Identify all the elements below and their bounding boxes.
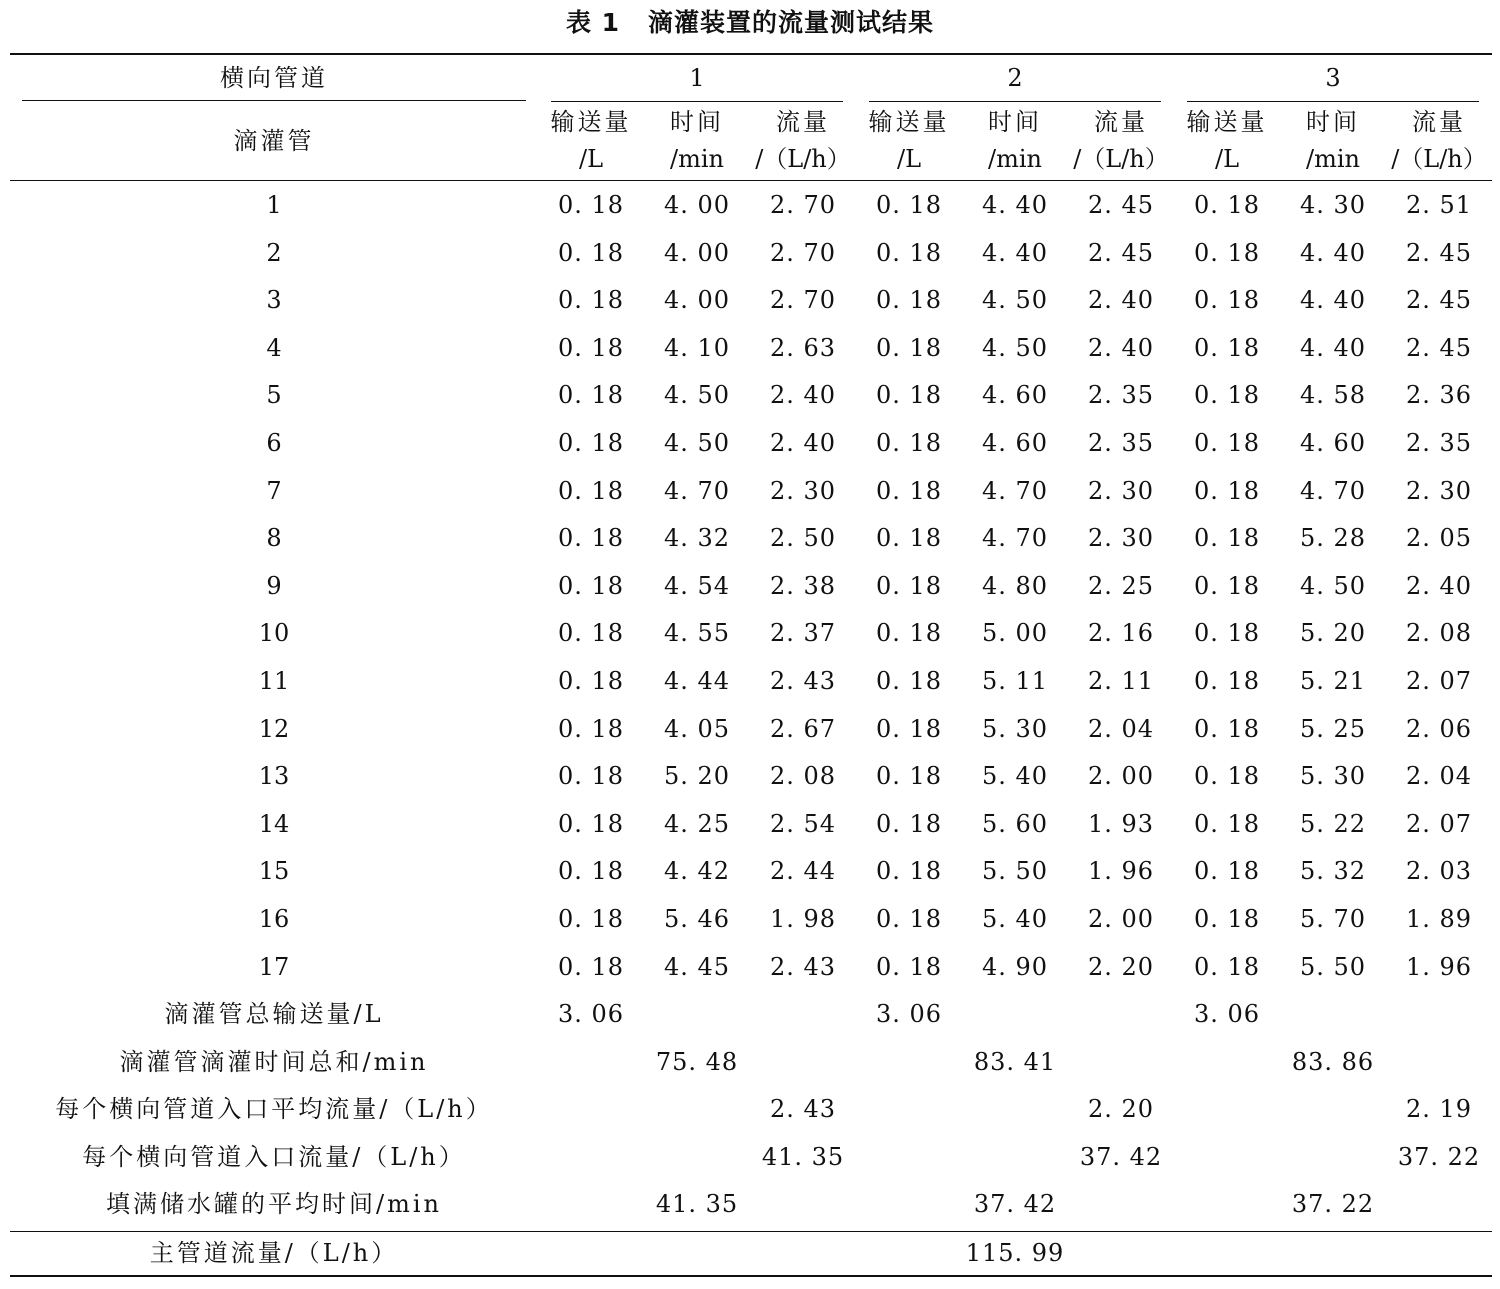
table-cell: 0. 18 xyxy=(557,572,625,600)
header-sub-label: 时间 xyxy=(670,108,724,136)
table-cell: 0. 18 xyxy=(557,905,625,933)
table-cell: 2. 37 xyxy=(769,619,837,647)
header-sub-label: 输送量 xyxy=(868,108,950,136)
bottom-rule xyxy=(10,1275,1492,1277)
table-cell: 0. 18 xyxy=(875,619,943,647)
header-row-label-bottom: 滴灌管 xyxy=(233,127,315,155)
table-cell: 0. 18 xyxy=(875,572,943,600)
table-cell: 2. 30 xyxy=(769,477,837,505)
table-cell: 2. 06 xyxy=(1405,715,1473,743)
table-cell: 2. 70 xyxy=(769,239,837,267)
table-cell: 0. 18 xyxy=(557,715,625,743)
table-cell: 1. 96 xyxy=(1405,953,1473,981)
summary-value: 83. 86 xyxy=(1291,1048,1375,1076)
table-cell: 2. 45 xyxy=(1087,239,1155,267)
table-cell: 4. 05 xyxy=(663,715,731,743)
header-sub-unit: /L xyxy=(1214,145,1240,173)
table-cell: 5. 50 xyxy=(1299,953,1367,981)
table-cell: 0. 18 xyxy=(1193,191,1261,219)
header-sub-unit: /（L/h） xyxy=(755,145,851,173)
table-cell: 0. 18 xyxy=(1193,667,1261,695)
table-cell: 5. 20 xyxy=(663,762,731,790)
table-cell: 2. 00 xyxy=(1087,762,1155,790)
summary-label: 滴灌管滴灌时间总和/min xyxy=(119,1048,429,1076)
table-cell: 5. 40 xyxy=(981,905,1049,933)
header-sub-label: 输送量 xyxy=(550,108,632,136)
header-group-1: 1 xyxy=(689,64,705,92)
table-cell: 0. 18 xyxy=(1193,477,1261,505)
summary-value: 3. 06 xyxy=(1193,1000,1261,1028)
table-cell: 5. 32 xyxy=(1299,857,1367,885)
summary-value: 3. 06 xyxy=(875,1000,943,1028)
table-cell: 0. 18 xyxy=(1193,810,1261,838)
table-cell: 4. 50 xyxy=(981,334,1049,362)
table-cell: 5. 22 xyxy=(1299,810,1367,838)
table-cell: 0. 18 xyxy=(1193,857,1261,885)
summary-value: 41. 35 xyxy=(655,1190,739,1218)
table-cell: 4. 00 xyxy=(663,286,731,314)
table-cell: 0. 18 xyxy=(875,191,943,219)
header-sub-label: 流量 xyxy=(1412,108,1466,136)
table-row-id: 7 xyxy=(266,477,282,505)
table-cell: 2. 30 xyxy=(1087,477,1155,505)
table-cell: 2. 67 xyxy=(769,715,837,743)
table-cell: 4. 10 xyxy=(663,334,731,362)
table-cell: 0. 18 xyxy=(557,857,625,885)
table-cell: 0. 18 xyxy=(1193,334,1261,362)
table-cell: 0. 18 xyxy=(557,667,625,695)
table-cell: 0. 18 xyxy=(1193,905,1261,933)
table-cell: 0. 18 xyxy=(1193,381,1261,409)
table-cell: 0. 18 xyxy=(875,762,943,790)
main-flow-value: 115. 99 xyxy=(965,1239,1065,1267)
table-cell: 2. 45 xyxy=(1405,239,1473,267)
table-cell: 5. 00 xyxy=(981,619,1049,647)
summary-value: 83. 41 xyxy=(973,1048,1057,1076)
table-row-id: 4 xyxy=(266,334,282,362)
summary-value: 2. 20 xyxy=(1087,1095,1155,1123)
table-row-id: 13 xyxy=(258,762,290,790)
table-cell: 0. 18 xyxy=(1193,619,1261,647)
header-sub-label: 输送量 xyxy=(1186,108,1268,136)
table-cell: 0. 18 xyxy=(557,239,625,267)
table-cell: 2. 70 xyxy=(769,286,837,314)
table-cell: 4. 60 xyxy=(981,381,1049,409)
table-cell: 2. 35 xyxy=(1405,429,1473,457)
table-cell: 0. 18 xyxy=(875,667,943,695)
table-cell: 0. 18 xyxy=(875,477,943,505)
table-cell: 5. 30 xyxy=(1299,762,1367,790)
header-sub-label: 流量 xyxy=(776,108,830,136)
table-cell: 4. 70 xyxy=(663,477,731,505)
table-cell: 2. 16 xyxy=(1087,619,1155,647)
summary-label: 填满储水罐的平均时间/min xyxy=(106,1190,442,1218)
table-row-id: 8 xyxy=(266,524,282,552)
table-cell: 4. 70 xyxy=(981,477,1049,505)
table-cell: 4. 45 xyxy=(663,953,731,981)
table-cell: 2. 45 xyxy=(1405,286,1473,314)
header-row-label-top: 横向管道 xyxy=(220,64,328,92)
table-cell: 4. 60 xyxy=(981,429,1049,457)
table-cell: 4. 70 xyxy=(1299,477,1367,505)
table-cell: 5. 28 xyxy=(1299,524,1367,552)
table-cell: 2. 11 xyxy=(1087,667,1155,695)
table-row-id: 16 xyxy=(258,905,290,933)
table-cell: 5. 25 xyxy=(1299,715,1367,743)
table-cell: 5. 21 xyxy=(1299,667,1367,695)
table-row-id: 14 xyxy=(258,810,290,838)
table-cell: 4. 00 xyxy=(663,239,731,267)
table-cell: 4. 90 xyxy=(981,953,1049,981)
table-cell: 0. 18 xyxy=(557,762,625,790)
header-rule xyxy=(10,180,1492,181)
table-cell: 0. 18 xyxy=(557,524,625,552)
table-cell: 0. 18 xyxy=(557,810,625,838)
table-cell: 2. 03 xyxy=(1405,857,1473,885)
table-cell: 2. 35 xyxy=(1087,429,1155,457)
table-cell: 2. 38 xyxy=(769,572,837,600)
table-cell: 2. 50 xyxy=(769,524,837,552)
table-cell: 0. 18 xyxy=(557,191,625,219)
table-cell: 2. 43 xyxy=(769,667,837,695)
header-sub-label: 时间 xyxy=(1306,108,1360,136)
table-cell: 4. 40 xyxy=(1299,239,1367,267)
table-row-id: 15 xyxy=(258,857,290,885)
table-cell: 5. 60 xyxy=(981,810,1049,838)
summary-value: 37. 42 xyxy=(973,1190,1057,1218)
table-cell: 4. 50 xyxy=(663,381,731,409)
summary-value: 75. 48 xyxy=(655,1048,739,1076)
table-cell: 0. 18 xyxy=(875,286,943,314)
table-cell: 2. 45 xyxy=(1087,191,1155,219)
table-cell: 0. 18 xyxy=(875,524,943,552)
summary-value: 41. 35 xyxy=(761,1143,845,1171)
header-sub-unit: /L xyxy=(896,145,922,173)
table-cell: 2. 40 xyxy=(769,429,837,457)
summary-value: 37. 22 xyxy=(1291,1190,1375,1218)
table-cell: 4. 55 xyxy=(663,619,731,647)
table-cell: 2. 43 xyxy=(769,953,837,981)
table-row-id: 17 xyxy=(258,953,290,981)
header-sub-unit: /min xyxy=(988,145,1042,173)
main-flow-label: 主管道流量/（L/h） xyxy=(149,1239,399,1267)
table-cell: 0. 18 xyxy=(1193,239,1261,267)
table-cell: 2. 04 xyxy=(1405,762,1473,790)
summary-label: 滴灌管总输送量/L xyxy=(164,1000,384,1028)
table-cell: 0. 18 xyxy=(875,381,943,409)
table-cell: 2. 51 xyxy=(1405,191,1473,219)
header-group-divider xyxy=(1187,101,1479,102)
table-cell: 1. 93 xyxy=(1087,810,1155,838)
table-cell: 0. 18 xyxy=(875,857,943,885)
table-cell: 4. 44 xyxy=(663,667,731,695)
table-cell: 5. 11 xyxy=(981,667,1049,695)
table-cell: 0. 18 xyxy=(1193,524,1261,552)
table-cell: 0. 18 xyxy=(875,334,943,362)
table-cell: 2. 30 xyxy=(1405,477,1473,505)
summary-label: 每个横向管道入口流量/（L/h） xyxy=(82,1143,466,1171)
table-caption-text: 滴灌装置的流量测试结果 xyxy=(648,8,935,37)
table-cell: 0. 18 xyxy=(1193,715,1261,743)
table-cell: 0. 18 xyxy=(1193,762,1261,790)
table-cell: 1. 96 xyxy=(1087,857,1155,885)
table-row-id: 11 xyxy=(258,667,290,695)
table-cell: 2. 40 xyxy=(769,381,837,409)
table-cell: 0. 18 xyxy=(1193,572,1261,600)
summary-label: 每个横向管道入口平均流量/（L/h） xyxy=(55,1095,493,1123)
table-cell: 4. 54 xyxy=(663,572,731,600)
table-cell: 4. 40 xyxy=(1299,286,1367,314)
table-cell: 2. 25 xyxy=(1087,572,1155,600)
header-label-divider xyxy=(22,100,526,101)
header-sub-unit: /L xyxy=(578,145,604,173)
table-cell: 4. 50 xyxy=(981,286,1049,314)
table-cell: 2. 44 xyxy=(769,857,837,885)
table-cell: 4. 30 xyxy=(1299,191,1367,219)
table-cell: 0. 18 xyxy=(875,715,943,743)
table-row-id: 10 xyxy=(258,619,290,647)
table-cell: 2. 07 xyxy=(1405,667,1473,695)
table-cell: 4. 25 xyxy=(663,810,731,838)
table-cell: 0. 18 xyxy=(875,905,943,933)
header-sub-unit: /min xyxy=(670,145,724,173)
table-cell: 2. 40 xyxy=(1405,572,1473,600)
table-cell: 4. 50 xyxy=(1299,572,1367,600)
table-cell: 2. 30 xyxy=(1087,524,1155,552)
table-cell: 5. 46 xyxy=(663,905,731,933)
table-caption xyxy=(0,6,1500,40)
table-cell: 0. 18 xyxy=(875,239,943,267)
header-group-divider xyxy=(869,101,1161,102)
table-cell: 5. 30 xyxy=(981,715,1049,743)
table-cell: 0. 18 xyxy=(1193,286,1261,314)
table-cell: 0. 18 xyxy=(875,810,943,838)
summary-value: 2. 43 xyxy=(769,1095,837,1123)
table-cell: 1. 89 xyxy=(1405,905,1473,933)
table-cell: 5. 50 xyxy=(981,857,1049,885)
table-cell: 0. 18 xyxy=(557,477,625,505)
header-group-3: 3 xyxy=(1325,64,1341,92)
table-row-id: 6 xyxy=(266,429,282,457)
table-cell: 0. 18 xyxy=(557,286,625,314)
table-cell: 2. 00 xyxy=(1087,905,1155,933)
table-cell: 4. 40 xyxy=(981,191,1049,219)
table-cell: 2. 63 xyxy=(769,334,837,362)
table-cell: 4. 80 xyxy=(981,572,1049,600)
table-cell: 2. 45 xyxy=(1405,334,1473,362)
table-cell: 0. 18 xyxy=(875,429,943,457)
table-cell: 4. 58 xyxy=(1299,381,1367,409)
table-cell: 5. 70 xyxy=(1299,905,1367,933)
table-cell: 2. 08 xyxy=(1405,619,1473,647)
header-group-divider xyxy=(551,101,843,102)
table-cell: 0. 18 xyxy=(1193,953,1261,981)
header-sub-unit: /min xyxy=(1306,145,1360,173)
table-cell: 5. 40 xyxy=(981,762,1049,790)
table-cell: 4. 70 xyxy=(981,524,1049,552)
table-cell: 2. 70 xyxy=(769,191,837,219)
table-cell: 0. 18 xyxy=(557,619,625,647)
table-cell: 2. 54 xyxy=(769,810,837,838)
summary-value: 37. 22 xyxy=(1397,1143,1481,1171)
table-cell: 2. 20 xyxy=(1087,953,1155,981)
table-cell: 4. 40 xyxy=(1299,334,1367,362)
table-cell: 0. 18 xyxy=(1193,429,1261,457)
table-cell: 0. 18 xyxy=(557,334,625,362)
summary-value: 3. 06 xyxy=(557,1000,625,1028)
table-cell: 2. 35 xyxy=(1087,381,1155,409)
summary-value: 2. 19 xyxy=(1405,1095,1473,1123)
table-row-id: 2 xyxy=(266,239,282,267)
table-cell: 2. 05 xyxy=(1405,524,1473,552)
table-row-id: 1 xyxy=(266,191,282,219)
main-flow-rule xyxy=(10,1231,1492,1232)
table-cell: 2. 40 xyxy=(1087,286,1155,314)
table-cell: 2. 07 xyxy=(1405,810,1473,838)
table-cell: 4. 00 xyxy=(663,191,731,219)
summary-value: 37. 42 xyxy=(1079,1143,1163,1171)
table-row-id: 5 xyxy=(266,381,282,409)
header-sub-label: 流量 xyxy=(1094,108,1148,136)
header-group-2: 2 xyxy=(1007,64,1023,92)
table-cell: 4. 60 xyxy=(1299,429,1367,457)
table-cell: 4. 50 xyxy=(663,429,731,457)
table-cell: 0. 18 xyxy=(557,429,625,457)
table-row-id: 3 xyxy=(266,286,282,314)
table-cell: 4. 40 xyxy=(981,239,1049,267)
header-sub-label: 时间 xyxy=(988,108,1042,136)
header-sub-unit: /（L/h） xyxy=(1391,145,1487,173)
table-cell: 5. 20 xyxy=(1299,619,1367,647)
table-cell: 2. 40 xyxy=(1087,334,1155,362)
table-cell: 0. 18 xyxy=(557,953,625,981)
table-cell: 2. 04 xyxy=(1087,715,1155,743)
table-cell: 0. 18 xyxy=(557,381,625,409)
table-number: 表 1 xyxy=(565,8,621,37)
table-cell: 1. 98 xyxy=(769,905,837,933)
table-row-id: 12 xyxy=(258,715,290,743)
header-sub-unit: /（L/h） xyxy=(1073,145,1169,173)
table-row-id: 9 xyxy=(266,572,282,600)
table-cell: 0. 18 xyxy=(875,953,943,981)
top-rule xyxy=(10,53,1492,55)
table-cell: 2. 36 xyxy=(1405,381,1473,409)
table-cell: 2. 08 xyxy=(769,762,837,790)
table-cell: 4. 42 xyxy=(663,857,731,885)
table-cell: 4. 32 xyxy=(663,524,731,552)
